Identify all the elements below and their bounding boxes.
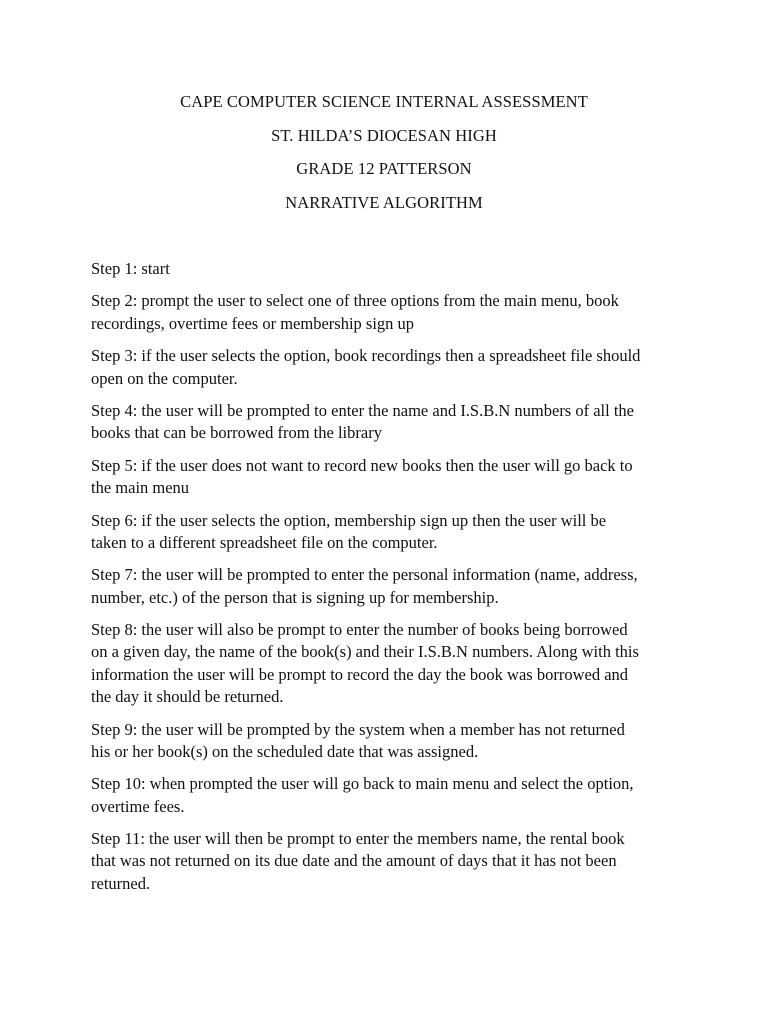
step-text-line: Step 4: the user will be prompted to enter the name and I.S.B.N numbers of all the xyxy=(91,401,635,421)
step-paragraph xyxy=(91,510,691,555)
step-text-line: Step 11: the user will then be prompt to enter the members name, the rental book xyxy=(91,829,625,849)
step-text-line: Step 10: when prompted the user will go back to main menu and select the option, xyxy=(91,774,634,794)
step-text-line: Step 1: start xyxy=(91,259,170,278)
step-text-line: the main menu xyxy=(91,478,190,498)
step-text-line: overtime fees. xyxy=(91,796,185,816)
step-text-line: returned. xyxy=(91,873,151,893)
step-text-line: Step 7: the user will be prompted to enter the personal information (name, address, xyxy=(91,565,638,585)
heading-grade: GRADE 12 PATTERSON xyxy=(296,159,472,178)
step-text-line: Step 5: if the user does not want to record new books then the user will go back to xyxy=(91,455,633,475)
step-text-line: information the user will be prompt to record the day the book was borrowed and xyxy=(91,664,629,684)
step-text-line: number, etc.) of the person that is signing up for membership. xyxy=(91,587,499,607)
step-text-line: his or her book(s) on the scheduled date that was assigned. xyxy=(91,741,479,761)
step-paragraph xyxy=(91,619,691,708)
heading-course-title: CAPE COMPUTER SCIENCE INTERNAL ASSESSMENT xyxy=(180,92,588,111)
step-paragraph xyxy=(91,719,691,764)
step-paragraph xyxy=(91,290,691,335)
heading-school-name: ST. HILDA’S DIOCESAN HIGH xyxy=(271,125,497,145)
step-text-line: on a given day, the name of the book(s) and their I.S.B.N numbers. Along with this xyxy=(91,642,639,662)
step-text-line: books that can be borrowed from the library xyxy=(91,423,382,443)
step-text-line: Step 8: the user will also be prompt to enter the number of books being borrowed xyxy=(91,620,628,640)
heading-document-type: NARRATIVE ALGORITHM xyxy=(285,192,483,212)
step-text-line: Step 2: prompt the user to select one of three options from the main menu, book xyxy=(91,291,619,311)
step-text-line: that was not returned on its due date and the amount of days that it has not been xyxy=(91,851,617,871)
step-paragraph xyxy=(91,400,691,445)
step-text-line: open on the computer. xyxy=(91,368,238,388)
step-text-line: Step 3: if the user selects the option, book recordings then a spreadsheet file should xyxy=(91,346,641,366)
steps-list xyxy=(91,258,691,905)
step-text-line: recordings, overtime fees or membership sign up xyxy=(91,313,415,333)
step-text-line: Step 9: the user will be prompted by the system when a member has not returned xyxy=(91,719,625,739)
step-paragraph xyxy=(91,345,691,390)
document-heading xyxy=(0,92,768,226)
step-paragraph xyxy=(91,258,691,280)
step-paragraph xyxy=(91,564,691,609)
step-text-line: Step 6: if the user selects the option, membership sign up then the user will be xyxy=(91,510,607,530)
step-paragraph xyxy=(91,828,691,895)
step-text-line: the day it should be returned. xyxy=(91,687,284,707)
step-paragraph xyxy=(91,455,691,500)
step-text-line: taken to a different spreadsheet file on the computer. xyxy=(91,532,438,552)
step-paragraph xyxy=(91,773,691,818)
